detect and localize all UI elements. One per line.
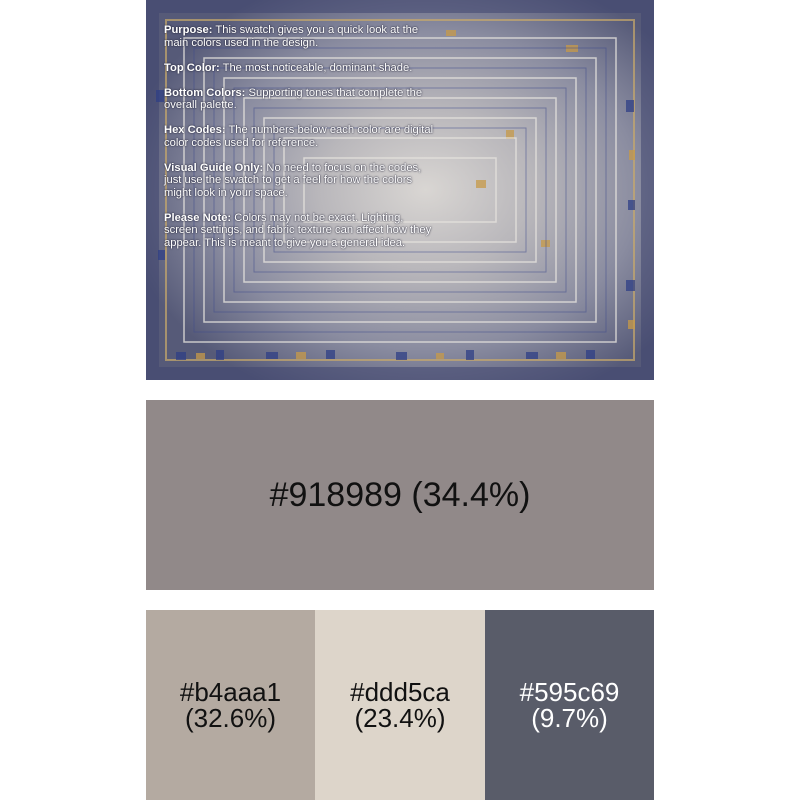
swatch-percent-label: (23.4%) (354, 703, 446, 733)
dominant-color-swatch (146, 400, 654, 590)
swatch-hex-label: #ddd5ca (350, 677, 450, 707)
swatch-notes (164, 24, 434, 262)
dominant-color-label: #918989 (34.4%) (269, 475, 531, 514)
note-top-color: Top Color: The most noticeable, dominant shade. (164, 61, 413, 74)
note-please-note: Please Note: Colors may not be exact. Lighting, screen settings, and fabric texture can affect how they appear. This is meant to give you a general idea. (164, 211, 432, 250)
swatch-hex-label: #595c69 (519, 677, 620, 707)
supporting-color-swatch-2 (315, 610, 485, 800)
supporting-color-swatch-1 (146, 610, 315, 800)
note-purpose: Purpose: This swatch gives you a quick look at the main colors used in the design. (164, 24, 419, 49)
note-visual-guide: Visual Guide Only: No need to focus on the codes, just use the swatch to get a feel for how the colors might look in your space. (164, 161, 422, 199)
swatch-percent-label: (32.6%) (184, 703, 277, 733)
swatch-percent-label: (9.7%) (531, 703, 608, 733)
rug-image (146, 0, 654, 380)
supporting-color-swatch-3 (485, 610, 654, 800)
swatch-hex-label: #b4aaa1 (179, 677, 282, 707)
note-bottom-colors: Bottom Colors: Supporting tones that complete the overall palette. (164, 86, 423, 112)
note-hex-codes: Hex Codes: The numbers below each color are digital color codes used for reference. (164, 124, 434, 149)
